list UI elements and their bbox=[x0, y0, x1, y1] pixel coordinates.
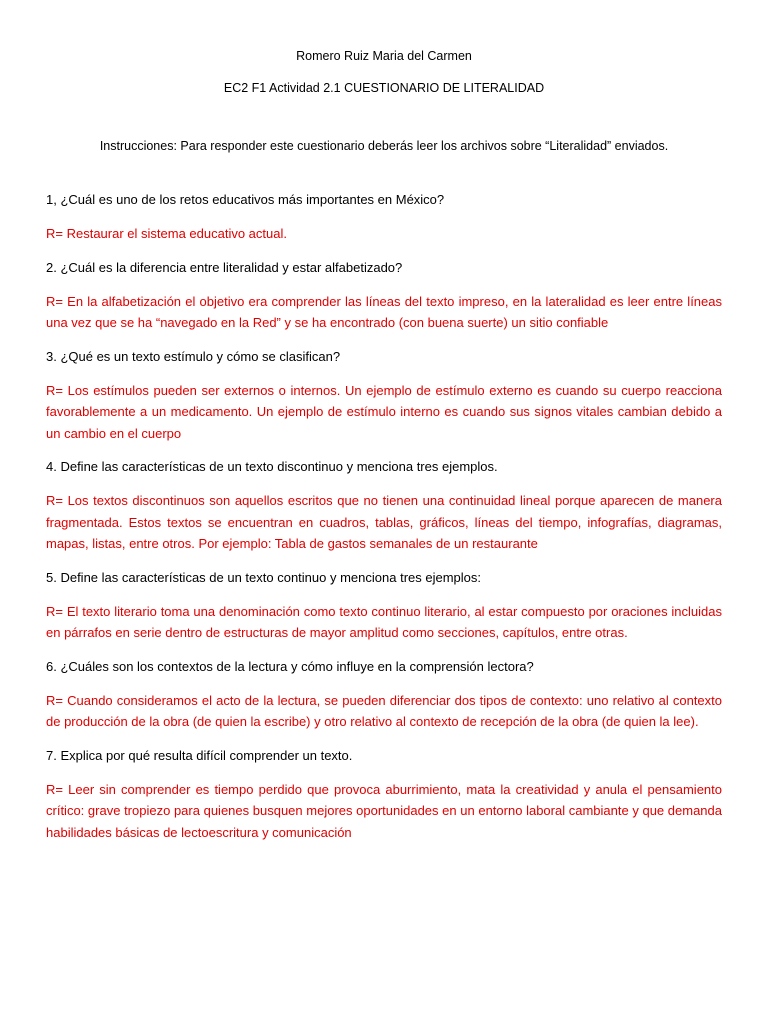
author-name: Romero Ruiz Maria del Carmen bbox=[296, 49, 472, 63]
qa-item-7 bbox=[46, 747, 722, 844]
question-4: 4. Define las características de un texto discontinuo y menciona tres ejemplos. bbox=[46, 459, 498, 474]
qa-item-3 bbox=[46, 348, 722, 445]
qa-item-1 bbox=[46, 191, 722, 245]
qa-item-6 bbox=[46, 658, 722, 733]
qa-item-2 bbox=[46, 259, 722, 334]
qa-item-5 bbox=[46, 569, 722, 644]
answer-4: R= Los textos discontinuos son aquellos escritos que no tienen una continuidad lineal porque aparecen de manera fragmentada. Estos textos se encuentran en cuadros, tablas, gráficos, líneas del tiempo, infografías, diagramas, mapas, listas, entre otros. Por ejemplo: Tabla de gastos semanales de un restaurante bbox=[46, 493, 722, 551]
question-1: 1, ¿Cuál es uno de los retos educativos más importantes en México? bbox=[46, 192, 445, 207]
answer-5: R= El texto literario toma una denominación como texto continuo literario, al estar compuesto por oraciones incluidas en párrafos en serie dentro de estructuras de mayor amplitud como secciones, capítulos, entre otras. bbox=[46, 603, 722, 640]
question-3: 3. ¿Qué es un texto estímulo y cómo se clasifican? bbox=[46, 348, 341, 364]
question-7: 7. Explica por qué resulta difícil comprender un texto. bbox=[46, 747, 353, 763]
qa-item-4 bbox=[46, 458, 722, 555]
instructions: Instrucciones: Para responder este cuestionario deberás leer los archivos sobre “Literalidad” enviados. bbox=[99, 139, 669, 153]
answer-2: R= En la alfabetización el objetivo era comprender las líneas del texto impreso, en la lateralidad es leer entre líneas una vez que se ha “navegado en la Red” y se ha encontrado (con buena suerte) un sitio confiable bbox=[46, 293, 722, 330]
answer-6: R= Cuando consideramos el acto de la lectura, se pueden diferenciar dos tipos de contexto: uno relativo al contexto de producción de la obra (de quien la escribe) y otro relativo al contexto de recepción de la obra (de quien la lee). bbox=[46, 692, 722, 729]
document-title: EC2 F1 Actividad 2.1 CUESTIONARIO DE LITERALIDAD bbox=[223, 81, 545, 95]
question-5: 5. Define las características de un texto continuo y menciona tres ejemplos: bbox=[46, 569, 481, 585]
answer-3: R= Los estímulos pueden ser externos o internos. Un ejemplo de estímulo externo es cuando su cuerpo reacciona favorablemente a un medicamento. Un ejemplo de estímulo interno es cuando sus signos vitales cambian debido a un cambio en el cuerpo bbox=[46, 382, 722, 441]
question-6: 6. ¿Cuáles son los contextos de la lectura y cómo influye en la comprensión lectora? bbox=[46, 658, 534, 674]
answer-1: R= Restaurar el sistema educativo actual. bbox=[46, 226, 287, 241]
question-list bbox=[46, 191, 722, 843]
answer-7: R= Leer sin comprender es tiempo perdido que provoca aburrimiento, mata la creatividad y anula el pensamiento crítico: grave tropiezo para quienes busquen mejores oportunidades en un entorno laboral cambiante y que demanda habilidades básicas de lectoescritura y comunicación bbox=[46, 781, 722, 840]
question-2: 2. ¿Cuál es la diferencia entre literalidad y estar alfabetizado? bbox=[46, 259, 403, 275]
